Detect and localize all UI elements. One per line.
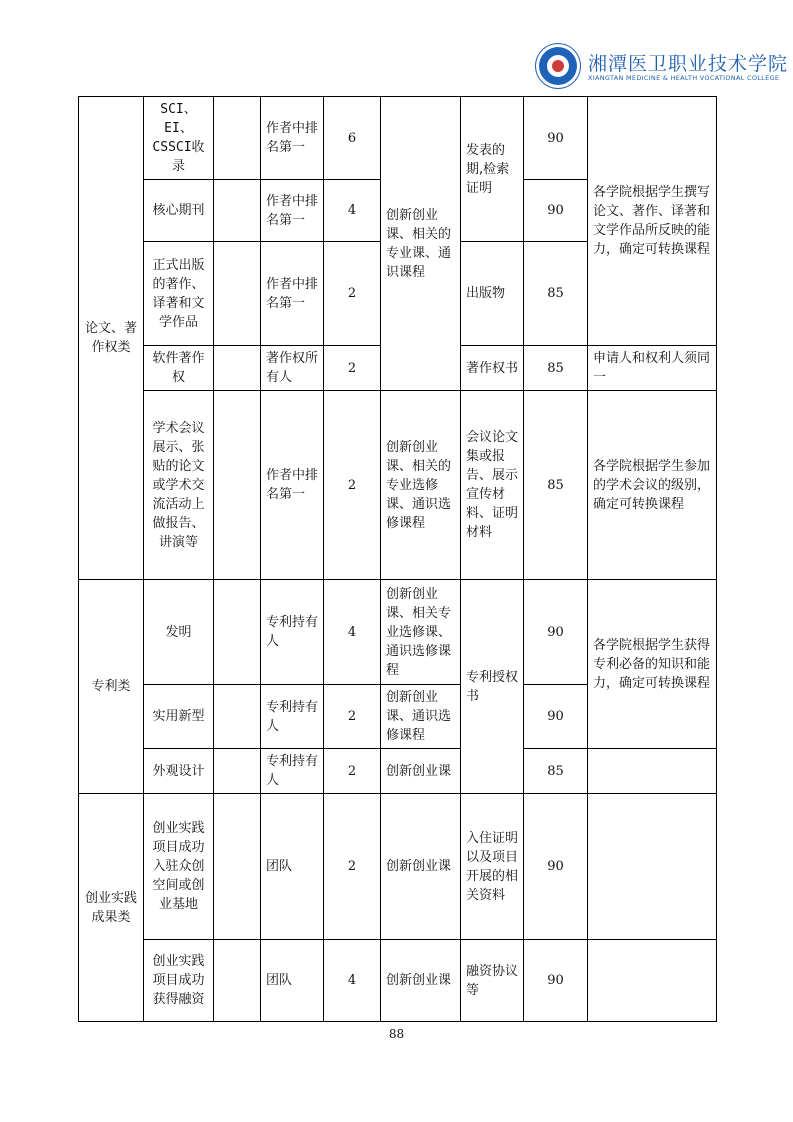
- item-cell: 创业实践项目成功获得融资: [144, 940, 214, 1022]
- score-cell: 85: [524, 242, 588, 346]
- credits-cell: 4: [324, 180, 381, 242]
- note-cell: 各学院根据学生撰写论文、著作、译著和文学作品所反映的能力，确定可转换课程: [588, 97, 717, 346]
- requirement-cell: 团队: [261, 940, 324, 1022]
- item-cell: 软件著作权: [144, 346, 214, 391]
- blank-cell: [214, 242, 261, 346]
- category-cell: 创业实践成果类: [79, 794, 144, 1022]
- course-cell: 创新创业课、通识选修课程: [381, 685, 461, 749]
- course-cell: 创新创业课、相关的专业课、通识课程: [381, 97, 461, 391]
- note-cell: [588, 940, 717, 1022]
- proof-cell: 出版物: [461, 242, 524, 346]
- credits-cell: 2: [324, 346, 381, 391]
- blank-cell: [214, 391, 261, 580]
- note-cell: 各学院根据学生参加的学术会议的级别，确定可转换课程: [588, 391, 717, 580]
- proof-cell: 融资协议等: [461, 940, 524, 1022]
- table-row: [79, 794, 717, 940]
- proof-cell: 入住证明以及项目开展的相关资料: [461, 794, 524, 940]
- note-cell: 申请人和权利人须同一: [588, 346, 717, 391]
- credit-conversion-table: [78, 96, 717, 1022]
- score-cell: 90: [524, 97, 588, 180]
- course-cell: 创新创业课、相关专业选修课、通识选修课程: [381, 580, 461, 685]
- item-cell: 正式出版的著作、译著和文学作品: [144, 242, 214, 346]
- table-row: [79, 391, 717, 580]
- item-cell: 核心期刊: [144, 180, 214, 242]
- credits-cell: 2: [324, 794, 381, 940]
- score-cell: 85: [524, 391, 588, 580]
- table-row: [79, 749, 717, 794]
- course-cell: 创新创业课: [381, 794, 461, 940]
- blank-cell: [214, 180, 261, 242]
- credits-cell: 6: [324, 97, 381, 180]
- item-cell: 外观设计: [144, 749, 214, 794]
- table-row: [79, 580, 717, 685]
- category-cell: 论文、著作权类: [79, 97, 144, 580]
- credits-cell: 2: [324, 242, 381, 346]
- requirement-cell: 作者中排名第一: [261, 97, 324, 180]
- item-cell: SCI、EI、CSSCI收录: [144, 97, 214, 180]
- credits-cell: 4: [324, 580, 381, 685]
- requirement-cell: 作者中排名第一: [261, 242, 324, 346]
- credits-cell: 2: [324, 749, 381, 794]
- requirement-cell: 专利持有人: [261, 685, 324, 749]
- requirement-cell: 团队: [261, 794, 324, 940]
- proof-cell: 会议论文集或报告、展示宣传材料、证明材料: [461, 391, 524, 580]
- blank-cell: [214, 794, 261, 940]
- note-cell: [588, 749, 717, 794]
- score-cell: 85: [524, 749, 588, 794]
- proof-cell: 著作权书: [461, 346, 524, 391]
- blank-cell: [214, 940, 261, 1022]
- item-cell: 创业实践项目成功入驻众创空间或创业基地: [144, 794, 214, 940]
- page-number: 88: [388, 1027, 405, 1041]
- college-name-en: XIANGTAN MEDICINE & HEALTH VOCATIONAL COLLEGE: [588, 74, 780, 82]
- score-cell: 90: [524, 685, 588, 749]
- blank-cell: [214, 580, 261, 685]
- credits-cell: 4: [324, 940, 381, 1022]
- score-cell: 90: [524, 940, 588, 1022]
- note-cell: [588, 794, 717, 940]
- credits-cell: 2: [324, 391, 381, 580]
- blank-cell: [214, 97, 261, 180]
- course-cell: 创新创业课: [381, 940, 461, 1022]
- item-cell: 发明: [144, 580, 214, 685]
- item-cell: 学术会议展示、张贴的论文或学术交流活动上做报告、讲演等: [144, 391, 214, 580]
- score-cell: 90: [524, 794, 588, 940]
- course-cell: 创新创业课: [381, 749, 461, 794]
- requirement-cell: 作者中排名第一: [261, 391, 324, 580]
- college-logo-icon: [536, 44, 580, 88]
- college-name: 湘潭医卫职业技术学院: [588, 53, 789, 75]
- score-cell: 90: [524, 580, 588, 685]
- requirement-cell: 专利持有人: [261, 580, 324, 685]
- table-row: [79, 97, 717, 180]
- score-cell: 85: [524, 346, 588, 391]
- requirement-cell: 作者中排名第一: [261, 180, 324, 242]
- blank-cell: [214, 685, 261, 749]
- blank-cell: [214, 749, 261, 794]
- blank-cell: [214, 346, 261, 391]
- requirement-cell: 著作权所有人: [261, 346, 324, 391]
- proof-cell: 专利授权书: [461, 580, 524, 794]
- note-cell: 各学院根据学生获得专利必备的知识和能力，确定可转换课程: [588, 580, 717, 749]
- page-header: [536, 44, 789, 92]
- item-cell: 实用新型: [144, 685, 214, 749]
- credits-cell: 2: [324, 685, 381, 749]
- score-cell: 90: [524, 180, 588, 242]
- requirement-cell: 专利持有人: [261, 749, 324, 794]
- proof-cell: 发表的期,检索证明: [461, 97, 524, 242]
- category-cell: 专利类: [79, 580, 144, 794]
- course-cell: 创新创业课、相关的专业选修课、通识选修课程: [381, 391, 461, 580]
- table-row: [79, 940, 717, 1022]
